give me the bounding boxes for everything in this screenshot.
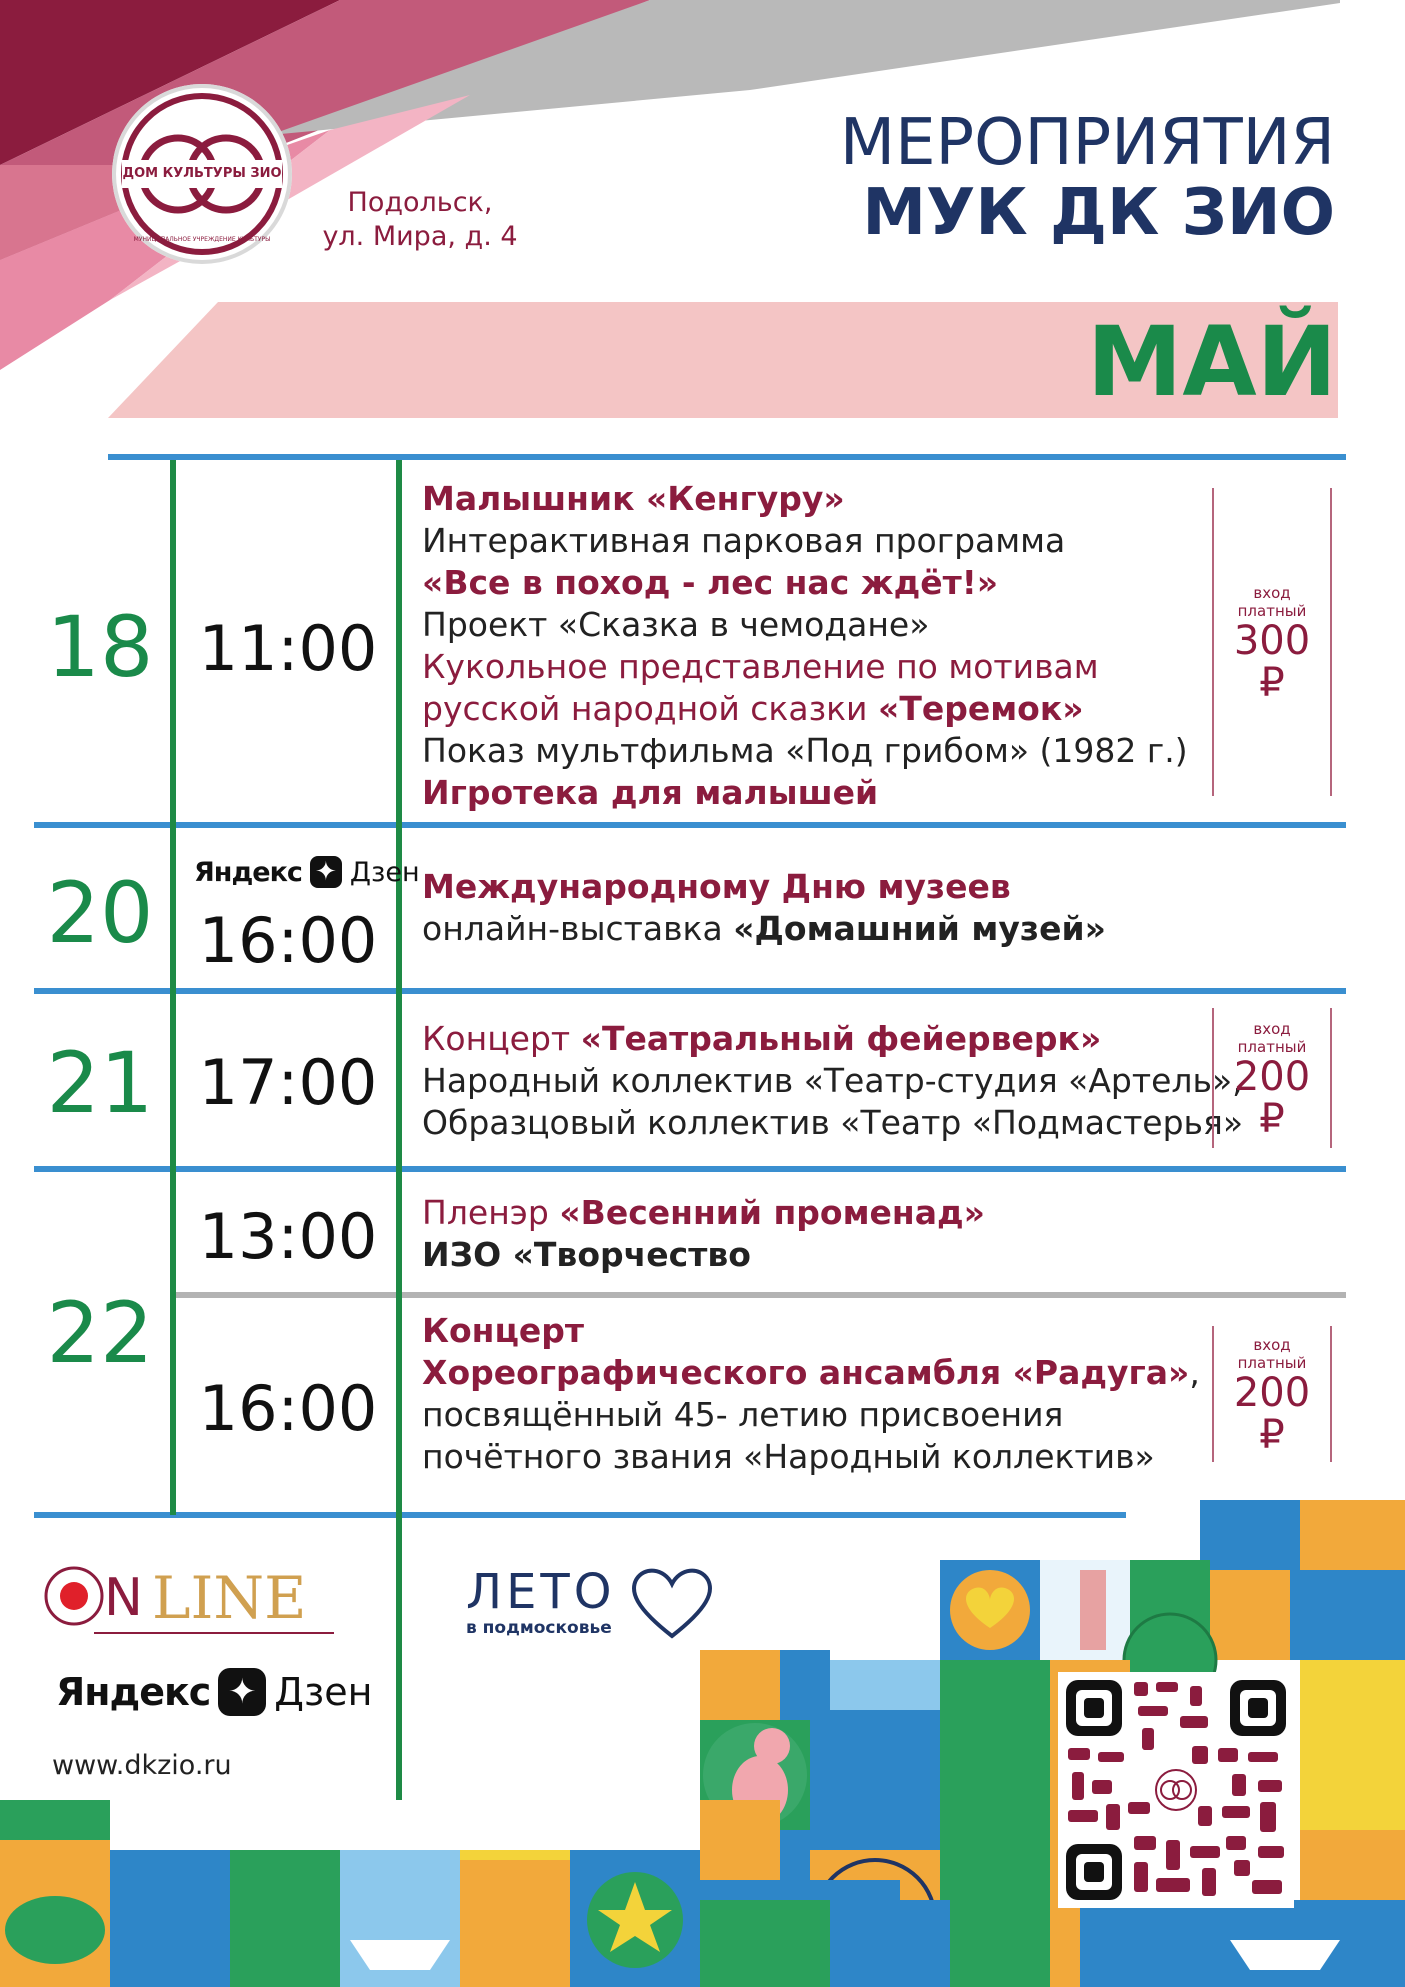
event-18-line7: Показ мультфильма «Под грибом» (1982 г.) bbox=[422, 731, 1188, 770]
event-21-details bbox=[422, 1018, 1243, 1144]
event-18-title: Малышник «Кенгуру» bbox=[422, 479, 845, 518]
price-21-currency: ₽ bbox=[1259, 1096, 1285, 1142]
logo-subtext: МУНИЦИПАЛЬНОЕ УЧРЕЖДЕНИЕ КУЛЬТУРЫ bbox=[133, 236, 271, 243]
footer-dzen-star-icon: ✦ bbox=[218, 1668, 266, 1716]
day-22: 22 bbox=[46, 1284, 154, 1382]
price-18-label1: вход bbox=[1253, 584, 1291, 602]
event-22a-line1b: «Весенний променад» bbox=[559, 1193, 985, 1232]
month-label: МАЙ bbox=[1086, 306, 1337, 418]
event-20-yandex: Яндекс bbox=[194, 856, 302, 888]
time-18: 11:00 bbox=[198, 612, 378, 685]
price-21-value: 200 bbox=[1233, 1054, 1311, 1100]
price-18-value: 300 bbox=[1233, 618, 1311, 664]
price-22-currency: ₽ bbox=[1259, 1412, 1285, 1458]
event-21-line3: Образцовый коллектив «Театр «Подмастерья» bbox=[422, 1103, 1244, 1142]
event-18-line6b: «Теремок» bbox=[878, 689, 1084, 728]
online-n: N bbox=[104, 1568, 143, 1628]
column-divider-1 bbox=[170, 460, 176, 1515]
price-22-label2: платный bbox=[1237, 1354, 1307, 1372]
event-18-details bbox=[422, 478, 1188, 814]
qr-code[interactable] bbox=[1062, 1676, 1290, 1904]
event-21-line1a: Концерт bbox=[422, 1019, 581, 1058]
logo-text: ДОМ КУЛЬТУРЫ ЗИО bbox=[122, 166, 282, 181]
dzen-star-icon: ✦ bbox=[310, 856, 342, 888]
event-22b-line1: Концерт bbox=[422, 1311, 585, 1350]
rule-18 bbox=[34, 822, 1346, 828]
event-18-line5: Кукольное представление по мотивам bbox=[422, 647, 1099, 686]
address-street: ул. Мира, д. 4 bbox=[322, 221, 518, 252]
event-22a-line1a: Пленэр bbox=[422, 1193, 560, 1232]
leto-subtext: в подмосковье bbox=[466, 1618, 612, 1638]
price-22-label1: вход bbox=[1253, 1336, 1291, 1354]
rule-20 bbox=[34, 988, 1346, 994]
price-21-label2: платный bbox=[1237, 1038, 1307, 1056]
time-20: 16:00 bbox=[198, 904, 378, 977]
event-21-line2: Народный коллектив «Театр-студия «Артель», bbox=[422, 1061, 1243, 1100]
day-21: 21 bbox=[46, 1034, 154, 1132]
event-21-line1b: «Театральный фейерверк» bbox=[580, 1019, 1102, 1058]
event-22b-line2a: Хореографического ансамбля «Радуга» bbox=[422, 1353, 1190, 1392]
event-22a-details bbox=[422, 1192, 985, 1276]
time-22-a: 13:00 bbox=[198, 1200, 378, 1273]
time-22-b: 16:00 bbox=[198, 1372, 378, 1445]
event-20-line2a: онлайн-выставка bbox=[422, 909, 734, 948]
website-link[interactable]: www.dkzio.ru bbox=[52, 1750, 232, 1781]
rule-top bbox=[108, 454, 1346, 460]
event-20-details bbox=[422, 866, 1106, 950]
price-21-label1: вход bbox=[1253, 1020, 1291, 1038]
price-18 bbox=[1212, 488, 1332, 796]
logo bbox=[112, 84, 292, 264]
event-18-line4: Проект «Сказка в чемодане» bbox=[422, 605, 930, 644]
address bbox=[320, 186, 520, 254]
online-line: LINE bbox=[152, 1564, 307, 1632]
event-22b-line3: посвящённый 45- летию присвоения bbox=[422, 1395, 1064, 1434]
price-18-label2: платный bbox=[1237, 602, 1307, 620]
leto-text: ЛЕТО bbox=[466, 1564, 616, 1620]
event-18-line8: Игротека для малышей bbox=[422, 773, 879, 812]
event-18-line6a: русской народной сказки bbox=[422, 689, 878, 728]
event-18-line3: «Все в поход - лес нас ждёт!» bbox=[422, 563, 999, 602]
rule-22-split bbox=[170, 1292, 1346, 1298]
footer-yandex: Яндекс bbox=[56, 1670, 211, 1714]
footer-dzen-label: Дзен bbox=[274, 1670, 373, 1714]
event-20-dzen: Дзен bbox=[349, 856, 420, 888]
time-21: 17:00 bbox=[198, 1046, 378, 1119]
event-22a-line2: ИЗО «Творчество bbox=[422, 1235, 751, 1274]
price-21 bbox=[1212, 1008, 1332, 1148]
day-18: 18 bbox=[46, 598, 154, 696]
event-20-title: Международному Дню музеев bbox=[422, 867, 1011, 906]
day-20: 20 bbox=[46, 864, 154, 962]
page-title bbox=[840, 108, 1335, 248]
event-20-line2b: «Домашний музей» bbox=[733, 909, 1106, 948]
title-line1: МЕРОПРИЯТИЯ bbox=[839, 106, 1335, 180]
price-22-value: 200 bbox=[1233, 1370, 1311, 1416]
event-20-platform bbox=[194, 856, 420, 888]
event-22b-details bbox=[422, 1310, 1200, 1478]
rule-21 bbox=[34, 1166, 1346, 1172]
price-22 bbox=[1212, 1326, 1332, 1462]
event-22b-line2b: , bbox=[1189, 1353, 1200, 1392]
address-city: Подольск, bbox=[347, 187, 493, 218]
event-22b-line4: почётного звания «Народный коллектив» bbox=[422, 1437, 1155, 1476]
qr-code-icon bbox=[1062, 1676, 1290, 1904]
event-18-line2: Интерактивная парковая программа bbox=[422, 521, 1066, 560]
price-18-currency: ₽ bbox=[1259, 660, 1285, 706]
title-line2: МУК ДК ЗИО bbox=[862, 176, 1335, 250]
